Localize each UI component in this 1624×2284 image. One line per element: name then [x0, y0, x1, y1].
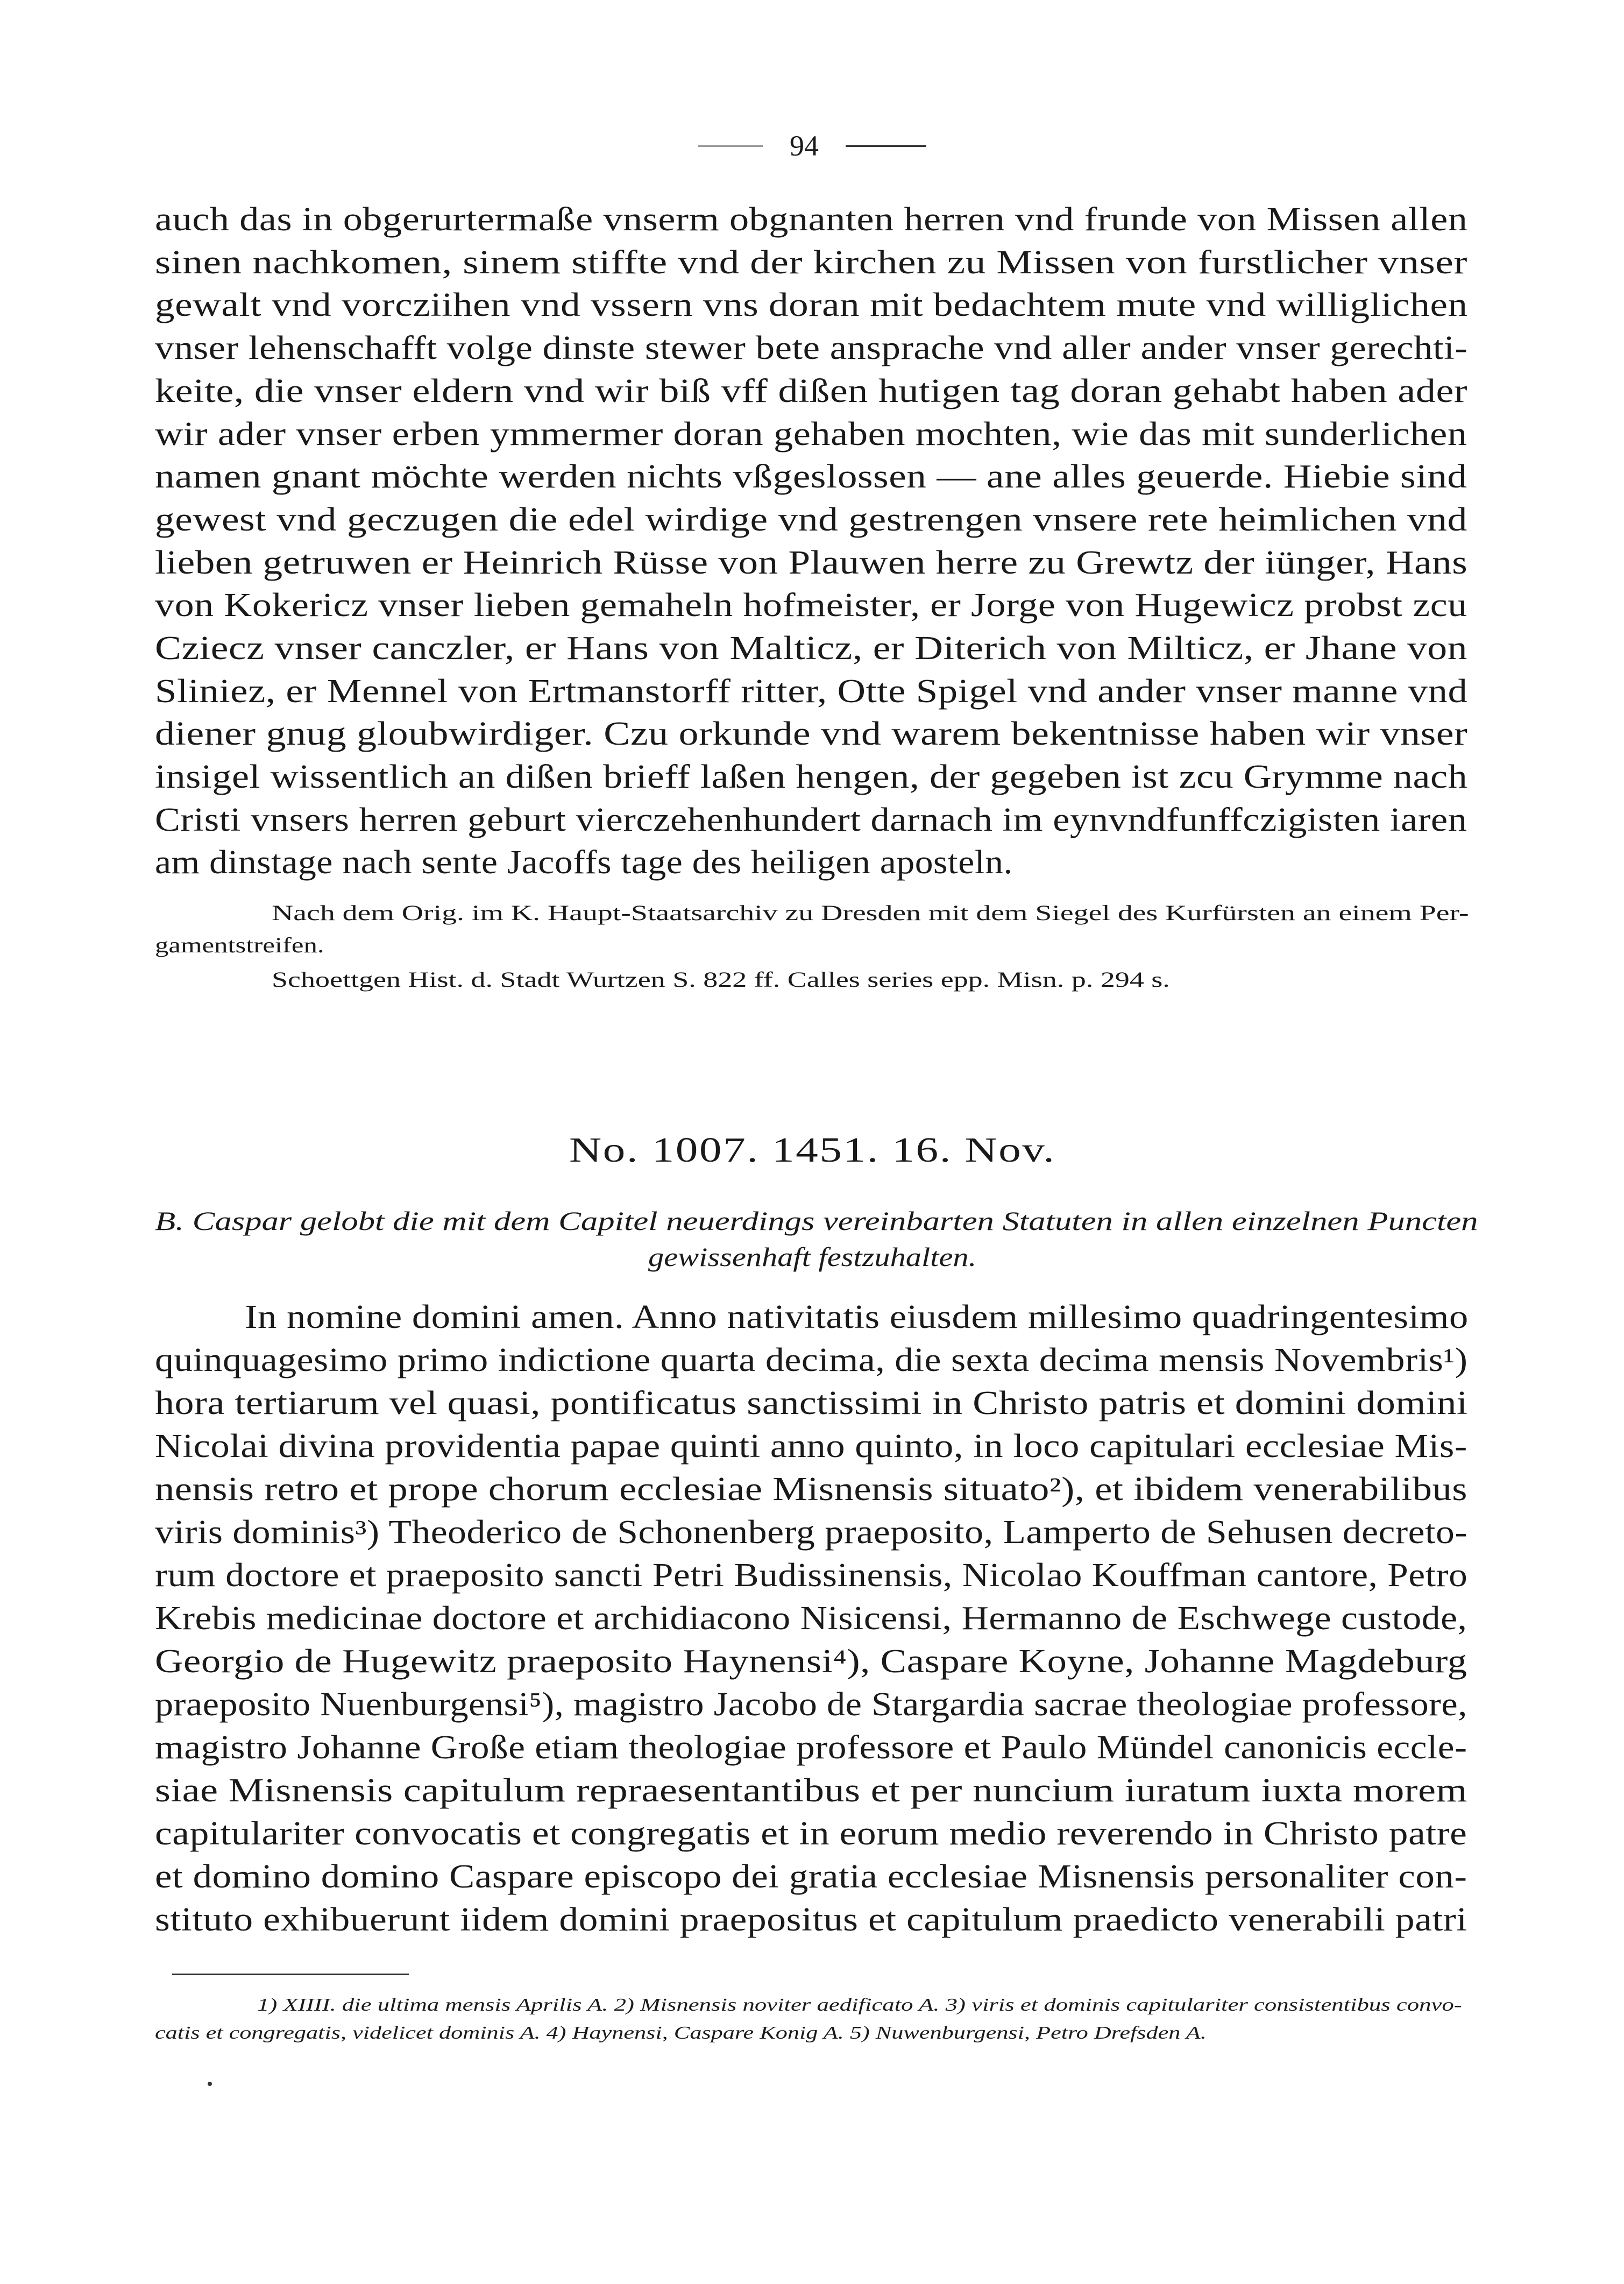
page-number	[667, 127, 958, 165]
text-line: quinquagesimo primo indictione quarta decima, die sexta decima mensis Novembris¹)	[155, 1342, 1468, 1378]
text-line: lieben getruwen er Heinrich Rüsse von Plauwen herre zu Grewtz der iünger, Hans	[155, 545, 1468, 581]
text-line: Sliniez, er Mennel von Ertmanstorff ritter, Otte Spigel vnd ander vnser manne vnd	[155, 673, 1468, 710]
summary-line: B. Caspar gelobt die mit dem Capitel neuerdings vereinbarten Statuten in allen einzelnen Puncten	[155, 1206, 1478, 1236]
text-line: insigel wissentlich an dißen brieff laßen hengen, der gegeben ist zcu Grymme nach	[155, 759, 1468, 795]
text-line: capitulariter convocatis et congregatis et in eorum medio reverendo in Christo patre	[155, 1815, 1467, 1852]
text-line: Georgio de Hugewitz praeposito Haynensi⁴), Caspare Koyne, Johanne Magdeburg	[155, 1643, 1467, 1680]
text-line: In nomine domini amen. Anno nativitatis eiusdem millesimo quadringentesimo	[245, 1299, 1469, 1335]
text-line: sinen nachkomen, sinem stiffte vnd der kirchen zu Missen von furstlicher vnser	[155, 244, 1468, 281]
text-line: magistro Johanne Große etiam theologiae professore et Paulo Mündel canonicis eccle-	[155, 1729, 1467, 1766]
page-number-dash-right	[846, 145, 926, 147]
text-line: diener gnug gloubwirdiger. Czu orkunde vnd warem bekentnisse haben wir vnser	[155, 716, 1468, 752]
text-line: keite, die vnser eldern vnd wir biß vff dißen hutigen tag doran gehabt haben ader	[155, 373, 1468, 409]
summary-line: gewissenhaft festzuhalten.	[648, 1242, 977, 1272]
text-line: Krebis medicinae doctore et archidiacono Nisicensi, Hermanno de Eschwege custode,	[155, 1600, 1467, 1637]
text-line: et domino domino Caspare episcopo dei gratia ecclesiae Misnensis personaliter con-	[155, 1858, 1467, 1895]
text-line: Nicolai divina providentia papae quinti anno quinto, in loco capitulari ecclesiae Mis-	[155, 1428, 1467, 1465]
footnote-rule	[172, 1974, 409, 1975]
source-note-line: Schoettgen Hist. d. Stadt Wurtzen S. 822 ff. Calles series epp. Misn. p. 294 s.	[272, 967, 1170, 992]
text-line: praeposito Nuenburgensi⁵), magistro Jacobo de Stargardia sacrae theologiae professore,	[155, 1686, 1467, 1723]
text-line: rum doctore et praeposito sancti Petri Budissinensis, Nicolao Kouffman cantore, Petro	[155, 1557, 1468, 1594]
footnote-line: 1) XIIII. die ultima mensis Aprilis A. 2) Misnensis noviter aedificato A. 3) viris et dominis capitulariter consistentibus convo-	[257, 1995, 1462, 2015]
source-note-line: gamentstreifen.	[155, 933, 324, 957]
stray-dot-mark	[208, 2082, 212, 2086]
text-line: am dinstage nach sente Jacoffs tage des heiligen aposteln.	[155, 844, 1013, 881]
text-line: auch das in obgerurtermaße vnserm obgnanten herren vnd frunde von Missen allen	[155, 201, 1468, 238]
source-note-line: Nach dem Orig. im K. Haupt-Staatsarchiv zu Dresden mit dem Siegel des Kurfürsten an einem Per-	[272, 901, 1469, 925]
text-line: namen gnant möchte werden nichts vßgeslossen — ane alles geuerde. Hiebie sind	[155, 458, 1467, 495]
text-line: von Kokericz vnser lieben gemaheln hofmeister, er Jorge von Hugewicz probst zcu	[155, 587, 1467, 624]
page-number-dash-left	[698, 145, 763, 147]
text-line: hora tertiarum vel quasi, pontificatus sanctissimi in Christo patris et domini domini	[155, 1385, 1468, 1422]
text-line: Cristi vnsers herren geburt vierczehenhundert darnach im eynvndfunffczigisten iaren	[155, 802, 1467, 838]
footnote-line: catis et congregatis, videlicet dominis A. 4) Haynensi, Caspare Konig A. 5) Nuwenburgensi, Petro Drefsden A.	[155, 2023, 1207, 2043]
page-number-text: 94	[790, 130, 819, 162]
text-line: gewest vnd geczugen die edel wirdige vnd gestrengen vnsere rete heimlichen vnd	[155, 501, 1467, 538]
document-title: No. 1007. 1451. 16. Nov.	[569, 1130, 1056, 1170]
text-line: stituto exhibuerunt iidem domini praepositus et capitulum praedicto venerabili patri	[155, 1901, 1467, 1938]
text-line: gewalt vnd vorcziihen vnd vssern vns doran mit bedachtem mute vnd williglichen	[155, 287, 1468, 323]
text-line: nensis retro et prope chorum ecclesiae Misnensis situato²), et ibidem venerabilibus	[155, 1471, 1468, 1508]
text-line: wir ader vnser erben ymmermer doran gehaben mochten, wie das mit sunderlichen	[155, 416, 1467, 452]
text-line: vnser lehenschafft volge dinste stewer bete ansprache vnd aller ander vnser gerechti-	[155, 330, 1468, 366]
text-line: siae Misnensis capitulum repraesentantibus et per nuncium iuratum iuxta morem	[155, 1772, 1467, 1809]
text-line: Cziecz vnser canczler, er Hans von Malticz, er Diterich von Milticz, er Jhane von	[155, 630, 1468, 667]
text-line: viris dominis³) Theoderico de Schonenberg praeposito, Lamperto de Sehusen decreto-	[155, 1514, 1468, 1551]
